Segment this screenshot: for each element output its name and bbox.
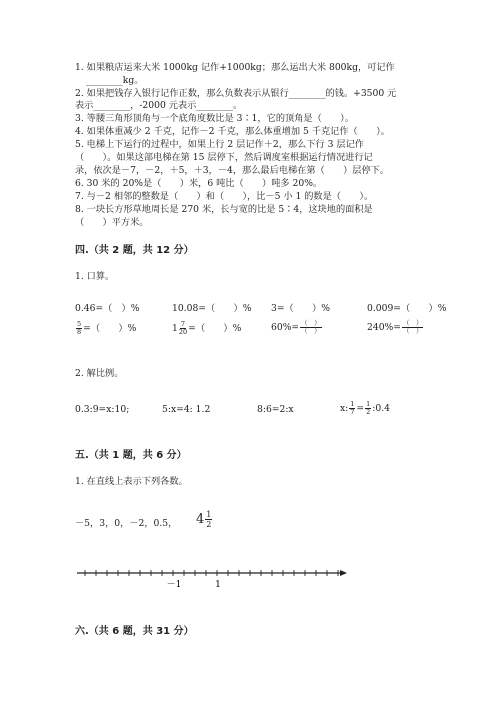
fraction: $\frac{5}{8}$ — [77, 320, 82, 336]
mixed-number: 4 $\frac{1}{2}$ — [196, 510, 212, 529]
fraction: $\frac{( )}{( )}$ — [301, 319, 321, 335]
question-line: 6. 30 米的 20%是（ ）米，6 吨比（ ）吨多 20%。 — [75, 178, 323, 189]
question-line: 1. 如果粮店运来大米 1000kg 记作+1000kg；那么运出大米 800kg，可记作 — [75, 62, 395, 73]
question-line: 3. 等腰三角形顶角与一个底角度数比是 3∶1，它的顶角是（ ）。 — [75, 113, 354, 124]
question-line: 8. 一块长方形草地周长是 270 米，长与宽的比是 5∶4，这块地的面积是 — [75, 204, 373, 215]
number-line-label: 1. 在直线上表示下列各数。 — [75, 476, 188, 487]
proportion-label: 2. 解比例。 — [75, 368, 124, 379]
proportion-item: 8:6=2:x — [257, 404, 294, 415]
oral-calc-item: $\frac{5}{8}$ =（ ）% — [77, 320, 137, 336]
numbers-to-plot: －5，3，0，－2，0.5， — [75, 518, 178, 529]
fraction: $\frac{1}{2}$ — [206, 510, 212, 529]
proportion-item: 0.3:9=x:10; — [75, 404, 130, 415]
oral-calc-item: 10.08=（ ）% — [172, 303, 252, 314]
oral-calc-item: 1 $\frac{7}{20}$ =（ ）% — [172, 320, 242, 336]
section-6-title: 六.（共 6 题，共 31 分） — [75, 626, 194, 637]
question-line: 录，依次是－7，－2，＋5，＋3，－4，那么最后电梯在第（ ）层停下。 — [75, 165, 390, 176]
proportion-item: x: $\frac{1}{7}$ = $\frac{1}{2}$ :0.4 — [340, 400, 390, 416]
fraction: $\frac{1}{7}$ — [350, 400, 355, 416]
question-line: 2. 如果把钱存入银行记作正数，那么负数表示从银行________的钱。+3500 元 — [75, 88, 397, 99]
fraction: $\frac{1}{2}$ — [366, 400, 371, 416]
question-line: 4. 如果体重减少 2 千克，记作－2 千克，那么体重增加 5 千克记作（ ）。 — [75, 126, 390, 137]
question-line: 表示________，-2000 元表示________。 — [75, 100, 243, 111]
oral-calc-label: 1. 口算。 — [75, 271, 115, 282]
question-line: ________kg。 — [86, 75, 144, 86]
question-line: （ ）。如果这部电梯在第 15 层停下，然后调度室根据运行情况进行记 — [75, 152, 373, 163]
fraction: $\frac{7}{20}$ — [178, 320, 188, 336]
section-5-title: 五.（共 1 题，共 6 分） — [75, 450, 187, 461]
tick-label: －1 — [166, 580, 182, 590]
oral-calc-item: 3=（ ）% — [271, 303, 331, 314]
oral-calc-item: 0.009=（ ）% — [367, 303, 447, 314]
arrow-right-icon — [340, 570, 347, 576]
oral-calc-item: 0.46=（ ）% — [75, 303, 140, 314]
tick-label: 1 — [215, 580, 221, 590]
section-4-title: 四.（共 2 题，共 12 分） — [75, 245, 194, 256]
question-line: （ ）平方米。 — [75, 217, 149, 228]
oral-calc-item: 240%= $\frac{( )}{( )}$ — [367, 319, 423, 335]
proportion-item: 5:x=4: 1.2 — [162, 404, 211, 415]
oral-calc-item: 60%= $\frac{( )}{( )}$ — [271, 319, 321, 335]
question-line: 7. 与－2 相邻的整数是（ ）和（ ），比－5 小 1 的数是（ ）。 — [75, 191, 374, 202]
fraction: $\frac{( )}{( )}$ — [402, 319, 423, 335]
question-line: 5. 电梯上下运行的过程中，如果上行 2 层记作＋2，那么下行 3 层记作 — [75, 139, 364, 150]
